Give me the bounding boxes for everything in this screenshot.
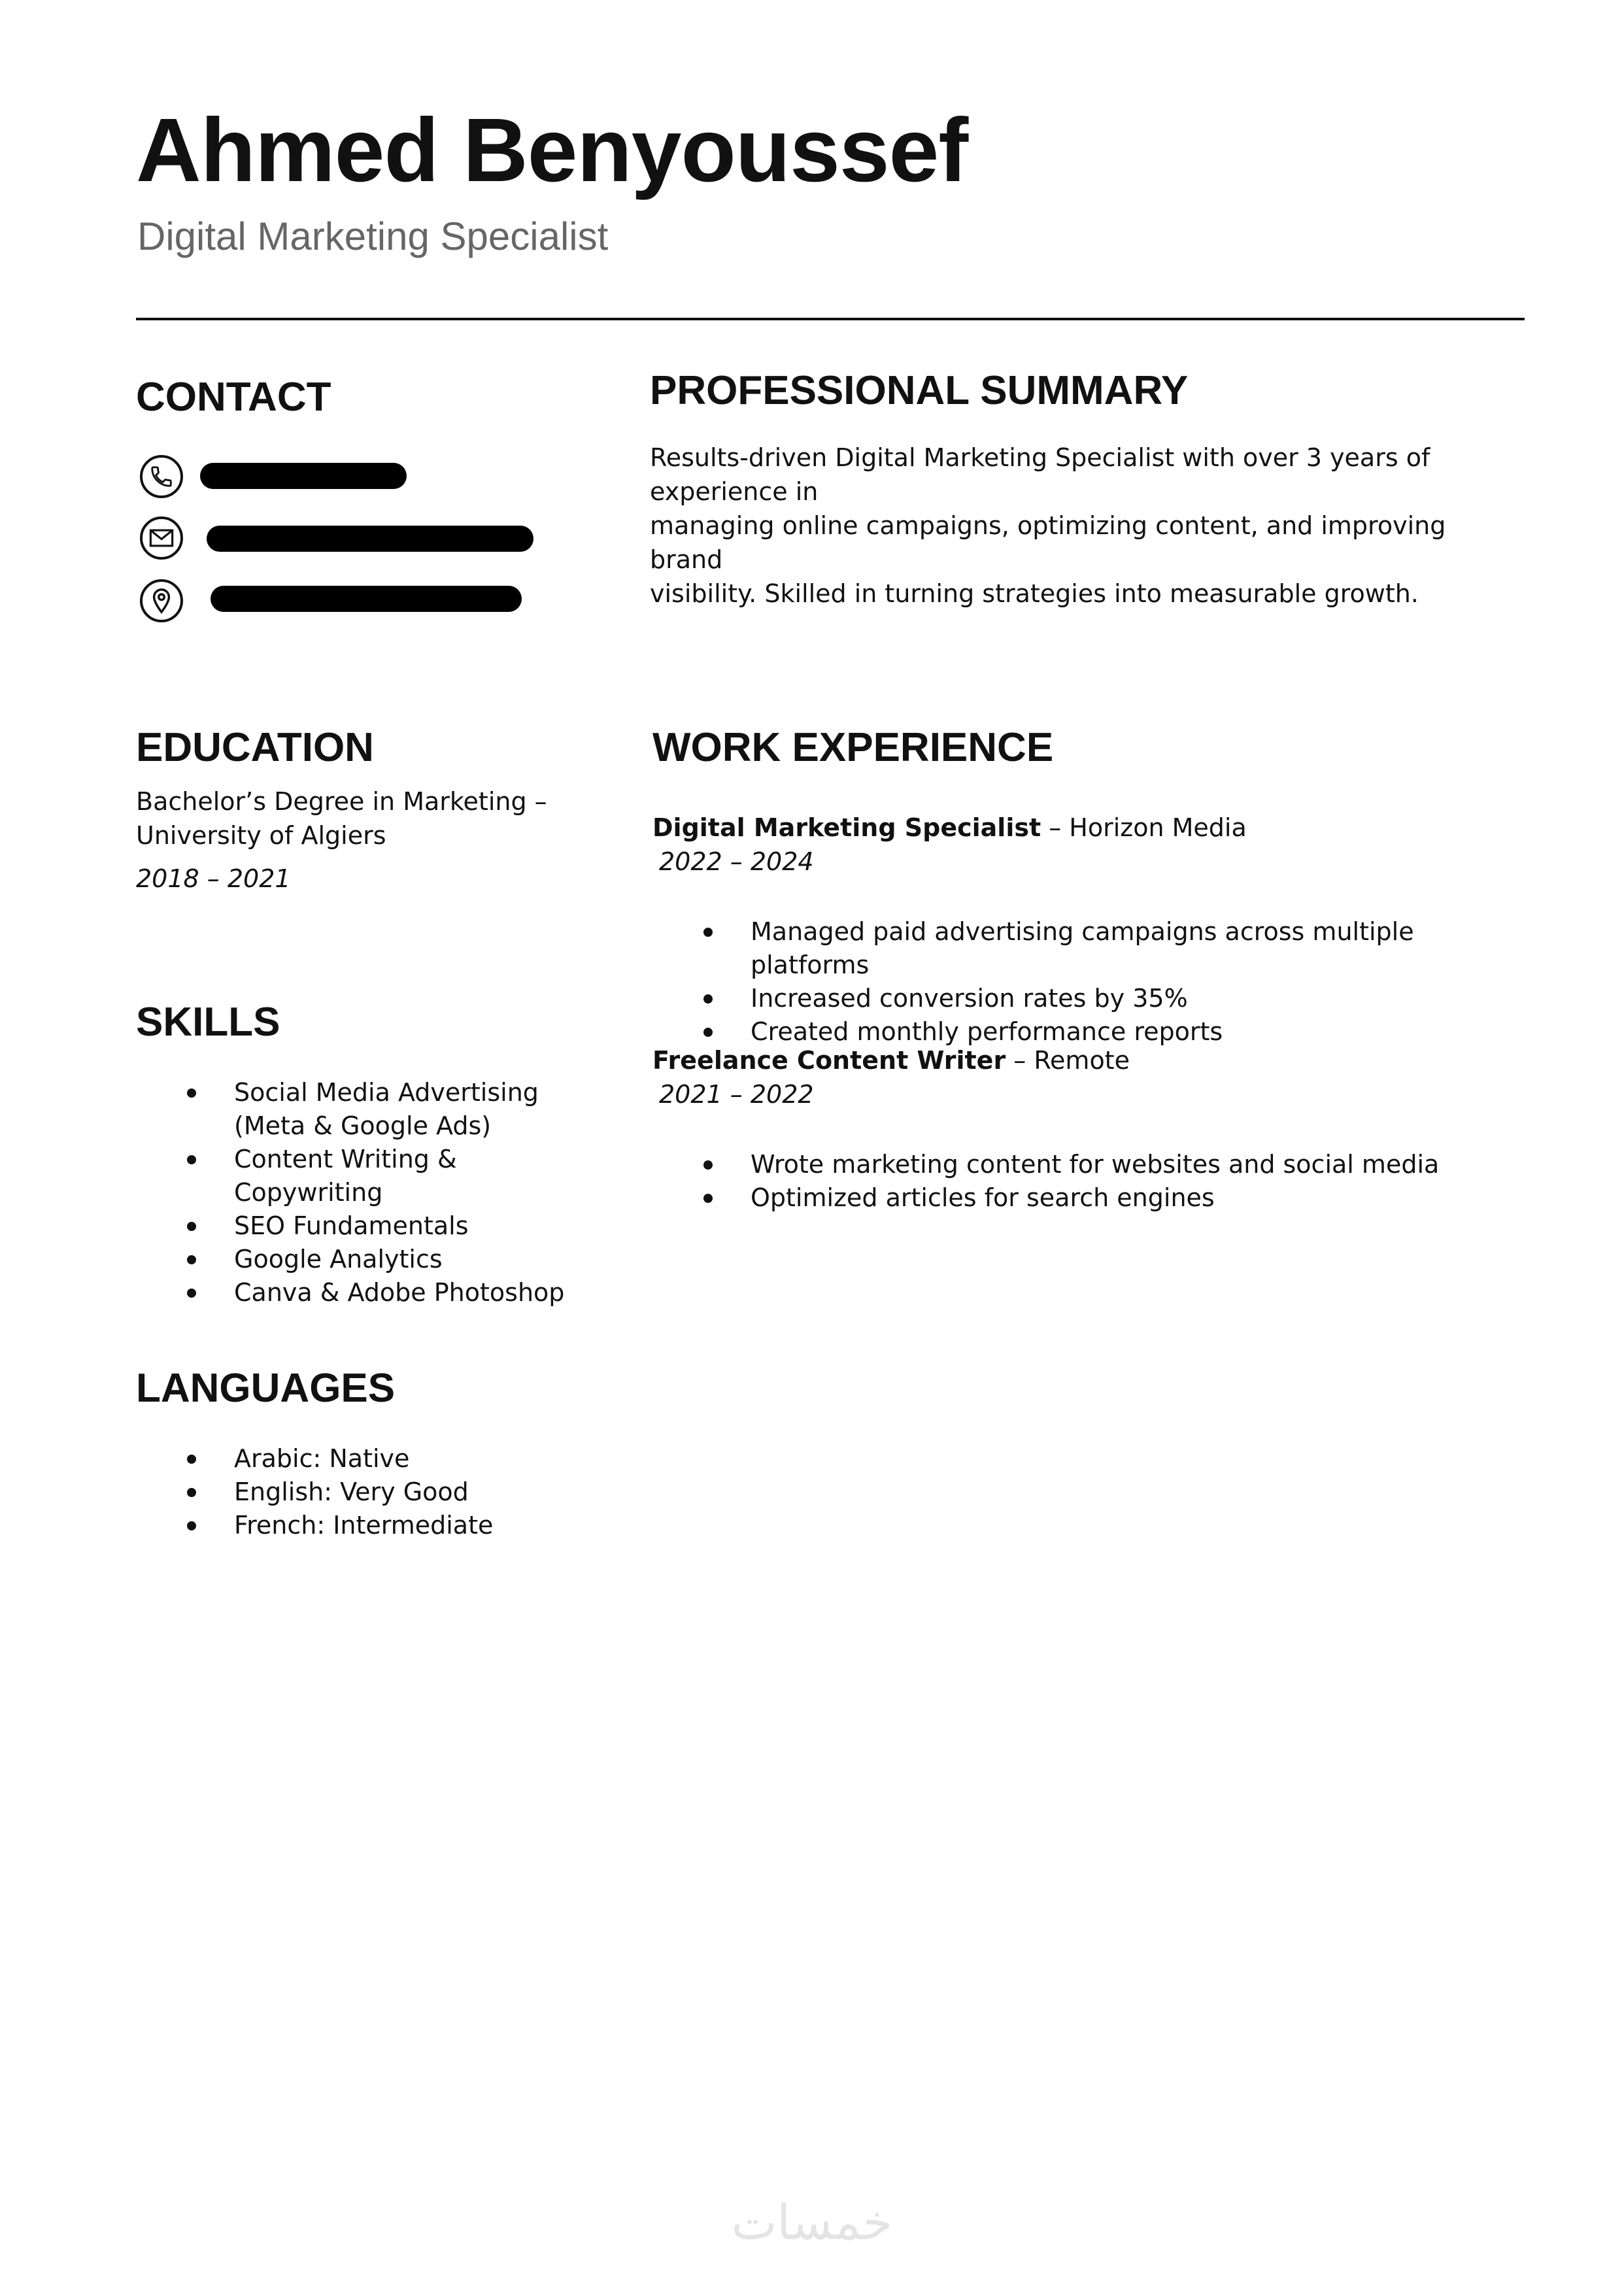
job-years: 2022 – 2024 [659, 847, 814, 876]
job-role: Digital Marketing Specialist [652, 813, 1041, 842]
contact-heading: CONTACT [136, 375, 331, 420]
job-company: – Remote [1006, 1046, 1130, 1075]
languages-list [136, 1442, 594, 1542]
skill-line: Content Writing & [234, 1145, 457, 1173]
bullet-icon [703, 928, 713, 937]
watermark-logo: خمسات [731, 2195, 893, 2251]
bullet-icon [187, 1088, 196, 1098]
candidate-name: Ahmed Benyoussef [136, 100, 968, 201]
list-item [136, 1276, 594, 1309]
list-item [652, 915, 1529, 982]
skill-line: Canva & Adobe Photoshop [234, 1278, 565, 1307]
skill-line: SEO Fundamentals [234, 1211, 469, 1240]
skill-line: Copywriting [234, 1178, 383, 1207]
list-item [652, 982, 1529, 1015]
job-bullet-text: Created monthly performance reports [751, 1017, 1223, 1046]
job-years: 2021 – 2022 [659, 1080, 814, 1109]
experience-heading: WORK EXPERIENCE [652, 725, 1054, 770]
bullet-icon [703, 1028, 713, 1037]
list-item [652, 1181, 1529, 1215]
list-item [136, 1476, 594, 1509]
job-bullet-text: Managed paid advertising campaigns across multiple platforms [751, 917, 1414, 979]
languages-heading: LANGUAGES [136, 1366, 396, 1411]
education-heading: EDUCATION [136, 725, 374, 770]
summary-text [650, 441, 1526, 611]
job-bullets [652, 1148, 1529, 1215]
redacted-address [211, 586, 522, 612]
summary-line: visibility. Skilled in turning strategies into measurable growth. [650, 579, 1419, 608]
list-item [652, 1148, 1529, 1181]
summary-heading: PROFESSIONAL SUMMARY [650, 368, 1189, 413]
language-label: Arabic: Native [234, 1444, 410, 1473]
list-item [136, 1509, 594, 1542]
job-role: Freelance Content Writer [652, 1046, 1006, 1075]
job-title-line [652, 811, 1529, 845]
skills-heading: SKILLS [136, 1000, 280, 1045]
bullet-icon [703, 1160, 713, 1170]
list-item [136, 1143, 594, 1209]
bullet-icon [187, 1155, 196, 1164]
bullet-icon [187, 1521, 196, 1530]
summary-line: managing online campaigns, optimizing content, and improving brand [650, 511, 1446, 574]
list-item [136, 1442, 594, 1476]
education-years: 2018 – 2021 [136, 864, 291, 893]
education-line: Bachelor’s Degree in Marketing – [136, 787, 547, 816]
skill-line: Google Analytics [234, 1245, 443, 1274]
bullet-icon [187, 1255, 196, 1264]
job-company: – Horizon Media [1041, 813, 1247, 842]
redacted-phone [200, 463, 407, 489]
education-degree [136, 784, 594, 852]
skills-list [136, 1076, 594, 1309]
bullet-icon [703, 1194, 713, 1203]
bullet-icon [187, 1488, 196, 1497]
job-bullet-text: Optimized articles for search engines [751, 1183, 1215, 1212]
language-label: English: Very Good [234, 1477, 469, 1506]
email-icon [140, 516, 183, 560]
list-item [136, 1209, 594, 1243]
language-label: French: Intermediate [234, 1511, 494, 1540]
list-item [136, 1243, 594, 1276]
job-bullet-text: Wrote marketing content for websites and social media [751, 1150, 1440, 1179]
bullet-icon [703, 994, 713, 1004]
location-icon [140, 579, 183, 622]
education-line: University of Algiers [136, 821, 386, 850]
summary-line: Results-driven Digital Marketing Specialist with over 3 years of experience in [650, 443, 1430, 506]
job-bullet-text: Increased conversion rates by 35% [751, 984, 1188, 1013]
skill-line: (Meta & Google Ads) [234, 1111, 492, 1140]
job-title-line [652, 1043, 1529, 1077]
redacted-email [207, 526, 533, 552]
job-bullets [652, 915, 1529, 1049]
list-item [136, 1076, 594, 1143]
candidate-title: Digital Marketing Specialist [137, 214, 609, 258]
phone-icon [140, 455, 183, 498]
bullet-icon [187, 1289, 196, 1298]
skill-line: Social Media Advertising [234, 1078, 539, 1107]
header-divider [136, 318, 1525, 320]
bullet-icon [187, 1455, 196, 1464]
bullet-icon [187, 1222, 196, 1231]
